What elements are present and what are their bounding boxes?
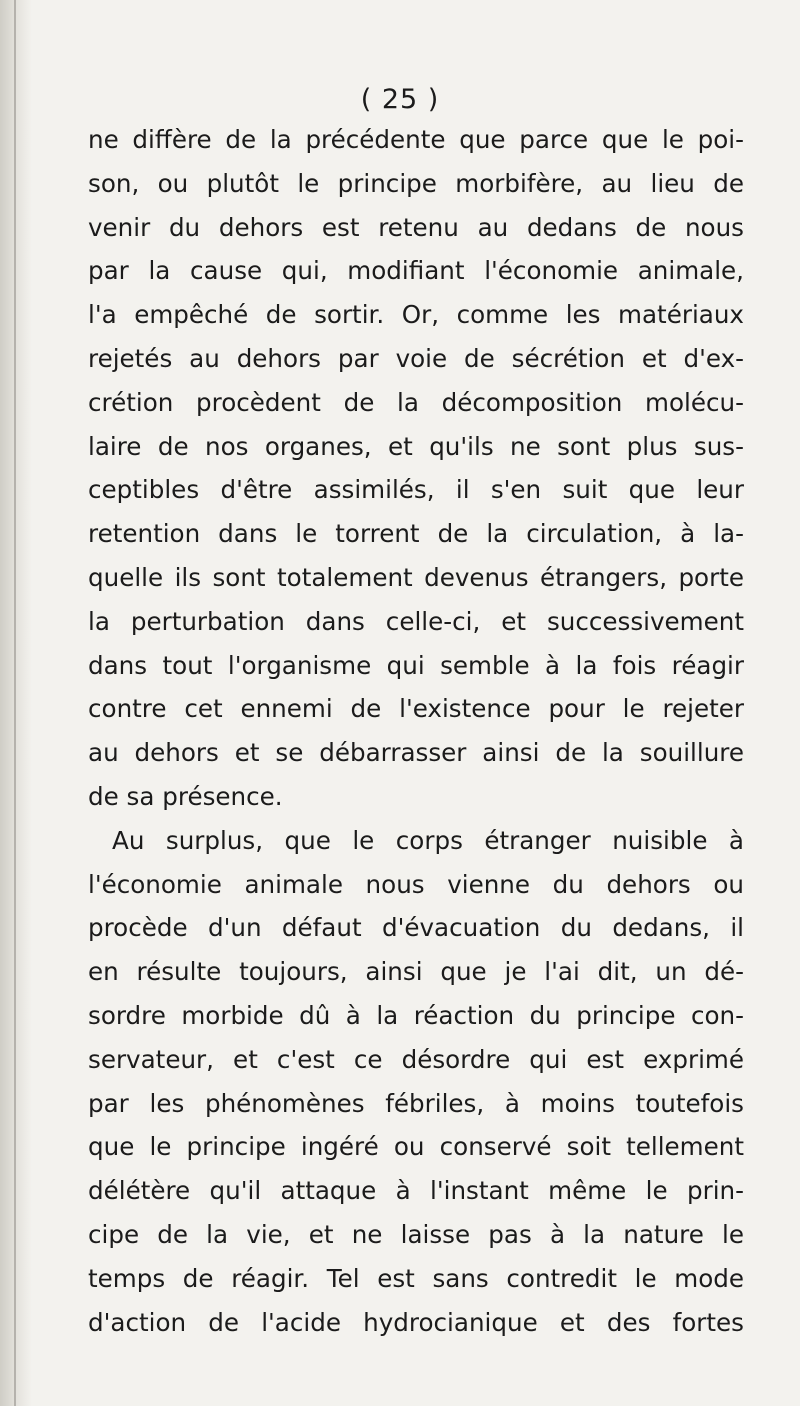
text-line: ne diffère de la précédente que parce que le poi-: [88, 125, 744, 154]
text-line: dans tout l'organisme qui semble à la fois réagir: [88, 650, 744, 680]
paragraph-end-line: de sa présence.: [88, 781, 283, 811]
text-line: rejetés au dehors par voie de sécrétion et d'ex-: [88, 343, 744, 373]
text-line: servateur, et c'est ce désordre qui est exprimé: [88, 1044, 744, 1074]
text-line: au dehors et se débarrasser ainsi de la souillure: [88, 738, 744, 768]
text-line: procède d'un défaut d'évacuation du dedans, il: [88, 913, 744, 943]
page-gutter-shadow: [0, 0, 32, 1406]
text-line: laire de nos organes, et qu'ils ne sont plus sus-: [88, 431, 744, 461]
text-line: en résulte toujours, ainsi que je l'ai dit, un dé-: [88, 957, 744, 987]
text-line: son, ou plutôt le principe morbifère, au lieu de: [88, 168, 744, 198]
text-line: d'action de l'acide hydrocianique et des fortes: [88, 1307, 744, 1337]
text-line: l'économie animale nous vienne du dehors ou: [88, 869, 744, 899]
text-line: venir du dehors est retenu au dedans de nous: [88, 212, 744, 242]
text-line: sordre morbide dû à la réaction du principe con-: [88, 1000, 744, 1030]
text-line: par la cause qui, modifiant l'économie animale,: [88, 256, 744, 286]
page-number: ( 25 ): [360, 84, 440, 115]
text-line: que le principe ingéré ou conservé soit tellement: [88, 1132, 744, 1162]
text-line: par les phénomènes fébriles, à moins toutefois: [88, 1088, 744, 1118]
paragraph-start-line: Au surplus, que le corps étranger nuisible à: [112, 825, 744, 855]
text-line: ceptibles d'être assimilés, il s'en suit que leur: [88, 475, 744, 505]
text-line: quelle ils sont totalement devenus étrangers, porte: [88, 562, 744, 592]
text-line: contre cet ennemi de l'existence pour le rejeter: [88, 694, 744, 724]
text-line: temps de réagir. Tel est sans contredit le mode: [88, 1263, 744, 1293]
text-line: la perturbation dans celle-ci, et successivement: [88, 606, 744, 636]
text-line: crétion procèdent de la décomposition molécu-: [88, 387, 744, 417]
text-line: l'a empêché de sortir. Or, comme les matériaux: [88, 300, 744, 330]
body-text: [88, 118, 744, 1344]
binding-edge: [14, 0, 16, 1406]
text-line: délétère qu'il attaque à l'instant même le prin-: [88, 1176, 744, 1206]
text-line: retention dans le torrent de la circulation, à la-: [88, 519, 744, 549]
text-line: cipe de la vie, et ne laisse pas à la nature le: [88, 1219, 744, 1249]
